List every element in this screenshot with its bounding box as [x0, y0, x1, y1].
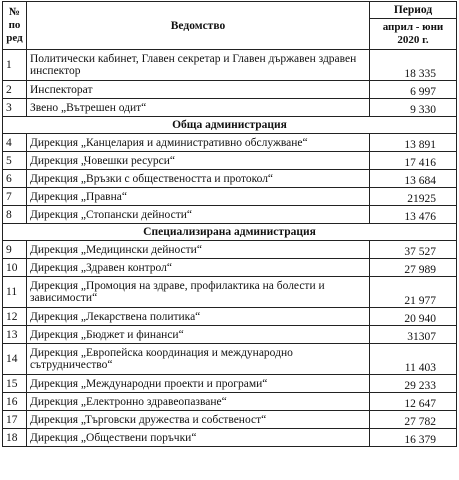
- row-department: Дирекция „Медицински дейности“: [27, 241, 370, 259]
- row-value: 20 940: [370, 308, 457, 326]
- table-row: [3, 308, 457, 326]
- row-number: 4: [3, 134, 27, 152]
- row-value: 6 997: [370, 81, 457, 99]
- row-number: 10: [3, 259, 27, 277]
- row-department: Звено „Вътрешен одит“: [27, 99, 370, 117]
- table-row: [3, 411, 457, 429]
- row-value: 11 403: [370, 344, 457, 375]
- table-row: [3, 188, 457, 206]
- row-number: 8: [3, 206, 27, 224]
- section-row-specialized: [3, 224, 457, 241]
- row-number: 14: [3, 344, 27, 375]
- row-value: 27 782: [370, 411, 457, 429]
- row-number: 9: [3, 241, 27, 259]
- row-department: Дирекция „Бюджет и финанси“: [27, 326, 370, 344]
- row-department: Дирекция „Международни проекти и програми“: [27, 375, 370, 393]
- row-value: 13 476: [370, 206, 457, 224]
- row-department: Дирекция „Връзки с обществеността и протокол“: [27, 170, 370, 188]
- table-row: [3, 429, 457, 447]
- row-value: 21 977: [370, 277, 457, 308]
- row-number: 7: [3, 188, 27, 206]
- row-department: Дирекция „Европейска координация и международно сътрудничество“: [27, 344, 370, 375]
- row-department: Дирекция „Търговски дружества и собственост“: [27, 411, 370, 429]
- row-department: Политически кабинет, Главен секретар и Главен държавен здравен инспектор: [27, 50, 370, 81]
- row-department: Дирекция „Правна“: [27, 188, 370, 206]
- section-title-general: Обща администрация: [3, 117, 457, 134]
- row-value: 27 989: [370, 259, 457, 277]
- row-value: 17 416: [370, 152, 457, 170]
- row-number: 2: [3, 81, 27, 99]
- row-value: 37 527: [370, 241, 457, 259]
- row-number: 5: [3, 152, 27, 170]
- row-value: 13 891: [370, 134, 457, 152]
- header-period: Период: [370, 2, 457, 19]
- row-department: Инспекторат: [27, 81, 370, 99]
- table-row: [3, 375, 457, 393]
- table-row: [3, 277, 457, 308]
- budget-table: [2, 1, 457, 447]
- row-department: Дирекция „Лекарствена политика“: [27, 308, 370, 326]
- table-row: [3, 326, 457, 344]
- row-value: 21925: [370, 188, 457, 206]
- table-row: [3, 241, 457, 259]
- table-row: [3, 344, 457, 375]
- row-department: Дирекция „Канцелария и административно обслужване“: [27, 134, 370, 152]
- row-department: Дирекция „Промоция на здраве, профилактика на болести и зависимости“: [27, 277, 370, 308]
- table-row: [3, 50, 457, 81]
- table-row: [3, 393, 457, 411]
- row-value: 13 684: [370, 170, 457, 188]
- row-number: 6: [3, 170, 27, 188]
- table-row: [3, 206, 457, 224]
- row-number: 1: [3, 50, 27, 81]
- row-value: 18 335: [370, 50, 457, 81]
- row-number: 17: [3, 411, 27, 429]
- row-department: Дирекция „Човешки ресурси“: [27, 152, 370, 170]
- row-value: 12 647: [370, 393, 457, 411]
- header-department: Ведомство: [27, 2, 370, 50]
- section-title-specialized: Специализирана администрация: [3, 224, 457, 241]
- header-period-range: април - юни 2020 г.: [370, 19, 457, 50]
- section-row-general: [3, 117, 457, 134]
- row-number: 11: [3, 277, 27, 308]
- table-row: [3, 81, 457, 99]
- table-row: [3, 99, 457, 117]
- table-row: [3, 134, 457, 152]
- row-number: 3: [3, 99, 27, 117]
- row-value: 16 379: [370, 429, 457, 447]
- row-number: 18: [3, 429, 27, 447]
- header-no: № по ред: [3, 2, 27, 50]
- row-value: 9 330: [370, 99, 457, 117]
- header-row: [3, 2, 457, 19]
- table-row: [3, 259, 457, 277]
- row-number: 16: [3, 393, 27, 411]
- row-value: 29 233: [370, 375, 457, 393]
- row-number: 15: [3, 375, 27, 393]
- row-department: Дирекция „Обществени поръчки“: [27, 429, 370, 447]
- table-row: [3, 170, 457, 188]
- row-number: 12: [3, 308, 27, 326]
- row-department: Дирекция „Електронно здравеопазване“: [27, 393, 370, 411]
- row-value: 31307: [370, 326, 457, 344]
- row-number: 13: [3, 326, 27, 344]
- table-row: [3, 152, 457, 170]
- row-department: Дирекция „Стопански дейности“: [27, 206, 370, 224]
- row-department: Дирекция „Здравен контрол“: [27, 259, 370, 277]
